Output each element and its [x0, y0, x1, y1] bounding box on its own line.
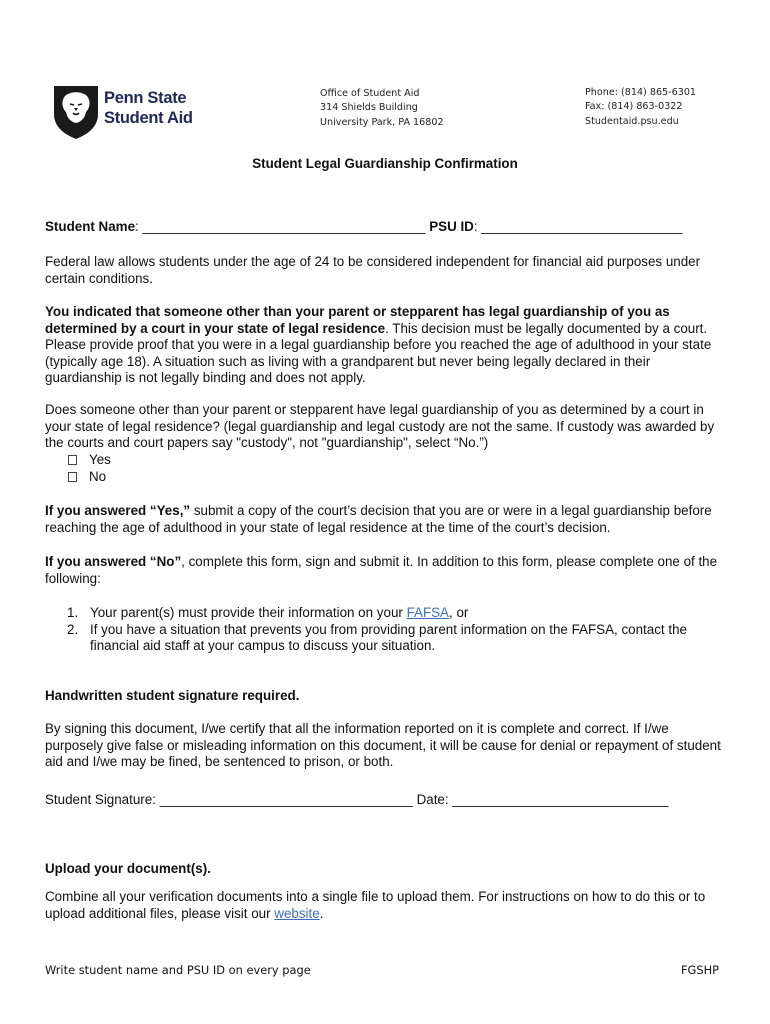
- fax: Fax: (814) 863-0322: [585, 101, 683, 113]
- penn-state-logo: [52, 84, 202, 140]
- upload-text-end: .: [319, 905, 324, 921]
- student-name-field[interactable]: : ______________________________________: [135, 219, 426, 234]
- no-bold: If you answered “No”: [45, 554, 182, 569]
- nittany-lion-shield-icon: [52, 84, 100, 140]
- yes-bold: If you answered “Yes,”: [45, 503, 191, 518]
- option-yes[interactable]: [45, 452, 730, 469]
- intro-paragraph: Federal law allows students under the age of 24 to be considered independent for financial aid purposes under certain conditions.: [45, 254, 701, 286]
- student-id-fields: [45, 219, 730, 236]
- address-line: University Park, PA 16802: [320, 116, 444, 128]
- guardianship-text: . This decision must be legally documented by a court. Please provide proof that you were in a legal guardianship before you reached the age of adulthood in your state (typically age 18). A situation such as living with a grandparent but never being legally declared in their guardianship is not legally binding and does not apply.: [45, 320, 712, 386]
- upload-instructions: [45, 889, 730, 922]
- logo-wordmark: [104, 88, 193, 128]
- yes-checkbox[interactable]: [68, 455, 77, 465]
- office-address: [320, 87, 444, 130]
- logo-line-1: Penn State: [104, 89, 187, 107]
- website-link[interactable]: website: [274, 905, 320, 921]
- student-signature-field[interactable]: Student Signature: __________________________________: [45, 792, 413, 807]
- guardianship-bold: You indicated that someone other than your parent or stepparent has legal guardianship of you as determined by a court in your state of legal residence: [45, 304, 670, 336]
- yes-instructions: [45, 503, 730, 536]
- address-line: Office of Student Aid: [320, 88, 420, 99]
- psu-id-field[interactable]: : ___________________________: [473, 219, 683, 234]
- list-item: [45, 622, 730, 655]
- certification-paragraph: By signing this document, I/we certify that all the information reported on it is complete and correct. If I/we purposely give false or misleading information on this document, it will be cause for denial or repayment of student aid and I/we may be fined, be sentenced to prison, or both.: [45, 721, 721, 770]
- answer-options: [45, 452, 730, 485]
- student-name-label: Student Name: [45, 219, 136, 234]
- option-yes-label: Yes: [89, 452, 111, 467]
- list-item-text: If you have a situation that prevents you from providing parent information on the FAFSA, contact the financial aid staff at your campus to discuss your situation.: [90, 621, 687, 654]
- signature-heading: [45, 688, 730, 705]
- psu-id-label: PSU ID: [429, 219, 474, 234]
- upload-text: Combine all your verification documents into a single file to upload them. For instructions on how to do this or to upload additional files, please visit our: [45, 889, 706, 921]
- phone: Phone: (814) 865-6301: [585, 87, 697, 98]
- list-number: 2.: [67, 621, 79, 637]
- footer-note: Write student name and PSU ID on every page: [45, 963, 311, 977]
- upload-heading-text: Upload your document(s).: [45, 861, 211, 876]
- logo-line-2: Student Aid: [104, 109, 193, 127]
- upload-heading: [45, 861, 730, 878]
- option-no[interactable]: [45, 469, 730, 486]
- option-no-label: No: [89, 468, 107, 484]
- signature-line: [45, 792, 730, 809]
- list-number: 1.: [67, 605, 79, 620]
- form-code: FGSHP: [681, 963, 720, 977]
- guardianship-question: Does someone other than your parent or stepparent have legal guardianship of you as determined by a court in your state of legal residence? (legal guardianship and legal custody are not the same. If custody was awarded by the courts and court papers say "custody", not "guardianship", select “No.”): [45, 402, 715, 451]
- no-instructions: [45, 554, 730, 587]
- website-text: Studentaid.psu.edu: [585, 115, 679, 127]
- options-list: [45, 605, 730, 655]
- yes-text: submit a copy of the court’s decision that you are or were in a legal guardianship before reaching the age of adulthood in your state of legal residence at the time of the court’s decision.: [45, 503, 712, 535]
- list-item-text-end: , or: [449, 605, 469, 620]
- no-text: , complete this form, sign and submit it. In addition to this form, please complete one of the following:: [45, 554, 718, 586]
- fafsa-link[interactable]: FAFSA: [406, 605, 449, 620]
- guardianship-paragraph: [45, 304, 730, 387]
- list-item-text: Your parent(s) must provide their information on your: [90, 605, 407, 620]
- page-title: Student Legal Guardianship Confirmation: [252, 156, 518, 171]
- office-contact: [585, 86, 696, 129]
- no-checkbox[interactable]: [68, 472, 77, 482]
- signature-heading-text: Handwritten student signature required.: [45, 688, 300, 703]
- list-item: [45, 605, 730, 622]
- address-line: 314 Shields Building: [320, 102, 418, 114]
- date-field[interactable]: Date: _____________________________: [412, 792, 669, 807]
